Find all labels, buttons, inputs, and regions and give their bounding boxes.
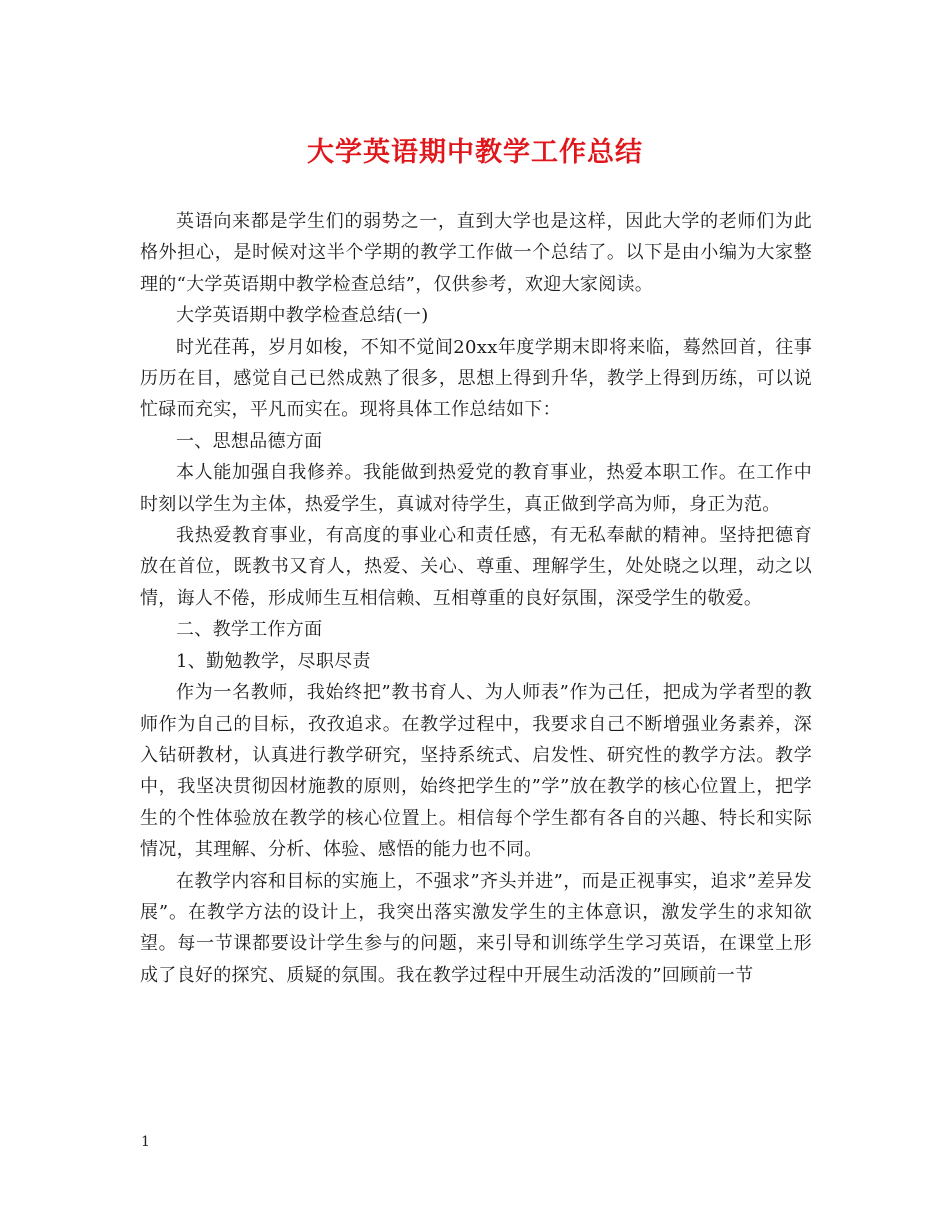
subsection-heading-diligence: 1、勤勉教学，尽职尽责 xyxy=(176,650,371,672)
document-title: 大学英语期中教学工作总结 xyxy=(307,137,643,168)
page-number: 1 xyxy=(141,1134,150,1150)
paragraph-teaching-1: 作为一名教师，我始终把”教书育人、为人师表”作为己任，把成为学者型的教师作为自己的目标，孜孜追求。在教学过程中，我要求自己不断增强业务素养，深入钻研教材，认真进行教学研究，坚持系统式、启发性、研究性的教学方法。教学中，我坚决贯彻因材施教的原则，始终把学生的”学”放在教学的核心位置上，把学生的个性体验放在教学的核心位置上。相信每个学生都有各自的兴趣、特长和实际情况，其理解、分析、体验、感悟的能力也不同。 xyxy=(140,682,812,861)
paragraph-opening: 时光荏苒，岁月如梭，不知不觉间20xx年度学期末即将来临，蓦然回首，往事历历在目，感觉自己已然成熟了很多，思想上得到升华，教学上得到历练，可以说忙碌而充实，平凡而实在。现将具体工作总结如下： xyxy=(140,336,812,421)
section-heading-teaching: 二、教学工作方面 xyxy=(176,619,323,641)
section-heading-moral: 一、思想品德方面 xyxy=(176,430,323,452)
paragraph-moral-1: 本人能加强自我修养。我能做到热爱党的教育事业，热爱本职工作。在工作中时刻以学生为主体，热爱学生，真诚对待学生，真正做到学高为师，身正为范。 xyxy=(140,462,812,515)
document-body xyxy=(140,206,812,991)
paragraph-teaching-2: 在教学内容和目标的实施上，不强求”齐头并进”，而是正视事实，追求”差异发展”。在教学方法的设计上，我突出落实激发学生的主体意识，激发学生的求知欲望。每一节课都要设计学生参与的问题，来引导和训练学生学习英语，在课堂上形成了良好的探究、质疑的氛围。我在教学过程中开展生动活泼的”回顾前一节 xyxy=(140,870,812,986)
paragraph-intro: 英语向来都是学生们的弱势之一，直到大学也是这样，因此大学的老师们为此格外担心，是时候对这半个学期的教学工作做一个总结了。以下是由小编为大家整理的“大学英语期中教学检查总结”，仅供参考，欢迎大家阅读。 xyxy=(140,211,812,295)
section-heading-summary-one: 大学英语期中教学检查总结(一) xyxy=(176,305,429,327)
paragraph-moral-2: 我热爱教育事业，有高度的事业心和责任感，有无私奉献的精神。坚持把德育放在首位，既教书又育人，热爱、关心、尊重、理解学生，处处晓之以理，动之以情，诲人不倦，形成师生互相信赖、互相尊重的良好氛围，深受学生的敬爱。 xyxy=(140,525,812,609)
